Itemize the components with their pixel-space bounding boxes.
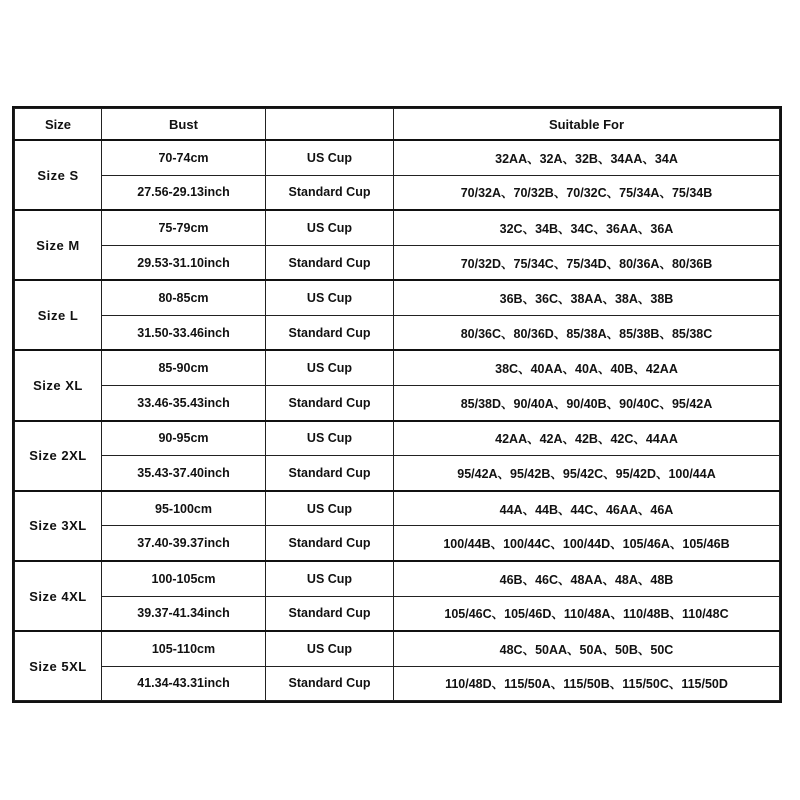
bust-inch-cell: 27.56-29.13inch	[102, 175, 266, 210]
standard-cup-label: Standard Cup	[266, 666, 394, 700]
size-cell: Size 3XL	[15, 491, 102, 561]
bust-inch-cell: 41.34-43.31inch	[102, 666, 266, 700]
us-cup-label: US Cup	[266, 140, 394, 175]
us-cup-label: US Cup	[266, 280, 394, 315]
size-cell: Size 5XL	[15, 631, 102, 700]
us-cup-label: US Cup	[266, 491, 394, 526]
us-cup-label: US Cup	[266, 350, 394, 385]
size-cell: Size 4XL	[15, 561, 102, 631]
bust-cm-cell: 80-85cm	[102, 280, 266, 315]
table-row	[15, 175, 780, 210]
bust-cm-cell: 100-105cm	[102, 561, 266, 596]
size-table	[14, 108, 780, 701]
table-row	[15, 561, 780, 596]
table-row	[15, 350, 780, 385]
table-row	[15, 456, 780, 491]
table-row	[15, 140, 780, 175]
us-cup-sizes: 44A、44B、44C、46AA、46A	[394, 491, 780, 526]
standard-cup-sizes: 110/48D、115/50A、115/50B、115/50C、115/50D	[394, 666, 780, 700]
table-row	[15, 596, 780, 631]
standard-cup-sizes: 70/32A、70/32B、70/32C、75/34A、75/34B	[394, 175, 780, 210]
standard-cup-sizes: 85/38D、90/40A、90/40B、90/40C、95/42A	[394, 386, 780, 421]
table-row	[15, 631, 780, 666]
size-cell: Size M	[15, 210, 102, 280]
table-row	[15, 421, 780, 456]
standard-cup-sizes: 80/36C、80/36D、85/38A、85/38B、85/38C	[394, 315, 780, 350]
standard-cup-label: Standard Cup	[266, 175, 394, 210]
table-row	[15, 280, 780, 315]
bust-cm-cell: 75-79cm	[102, 210, 266, 245]
bust-cm-cell: 105-110cm	[102, 631, 266, 666]
table-row	[15, 526, 780, 561]
header-bust: Bust	[102, 109, 266, 141]
table-row	[15, 210, 780, 245]
table-row	[15, 315, 780, 350]
table-row	[15, 491, 780, 526]
bust-inch-cell: 31.50-33.46inch	[102, 315, 266, 350]
standard-cup-label: Standard Cup	[266, 386, 394, 421]
header-cup-type	[266, 109, 394, 141]
standard-cup-label: Standard Cup	[266, 456, 394, 491]
table-row	[15, 386, 780, 421]
bust-inch-cell: 29.53-31.10inch	[102, 245, 266, 280]
bust-cm-cell: 70-74cm	[102, 140, 266, 175]
standard-cup-sizes: 100/44B、100/44C、100/44D、105/46A、105/46B	[394, 526, 780, 561]
us-cup-sizes: 32AA、32A、32B、34AA、34A	[394, 140, 780, 175]
us-cup-sizes: 46B、46C、48AA、48A、48B	[394, 561, 780, 596]
us-cup-label: US Cup	[266, 561, 394, 596]
bust-cm-cell: 95-100cm	[102, 491, 266, 526]
us-cup-sizes: 36B、36C、38AA、38A、38B	[394, 280, 780, 315]
standard-cup-sizes: 105/46C、105/46D、110/48A、110/48B、110/48C	[394, 596, 780, 631]
bust-inch-cell: 33.46-35.43inch	[102, 386, 266, 421]
table-row	[15, 245, 780, 280]
standard-cup-label: Standard Cup	[266, 526, 394, 561]
us-cup-label: US Cup	[266, 421, 394, 456]
us-cup-sizes: 48C、50AA、50A、50B、50C	[394, 631, 780, 666]
standard-cup-label: Standard Cup	[266, 245, 394, 280]
bust-inch-cell: 35.43-37.40inch	[102, 456, 266, 491]
size-chart	[12, 106, 782, 703]
header-size: Size	[15, 109, 102, 141]
standard-cup-sizes: 95/42A、95/42B、95/42C、95/42D、100/44A	[394, 456, 780, 491]
bust-cm-cell: 85-90cm	[102, 350, 266, 385]
size-cell: Size S	[15, 140, 102, 210]
us-cup-sizes: 32C、34B、34C、36AA、36A	[394, 210, 780, 245]
us-cup-label: US Cup	[266, 210, 394, 245]
size-cell: Size 2XL	[15, 421, 102, 491]
size-cell: Size XL	[15, 350, 102, 420]
table-row	[15, 666, 780, 700]
us-cup-label: US Cup	[266, 631, 394, 666]
bust-inch-cell: 37.40-39.37inch	[102, 526, 266, 561]
bust-inch-cell: 39.37-41.34inch	[102, 596, 266, 631]
standard-cup-label: Standard Cup	[266, 315, 394, 350]
size-cell: Size L	[15, 280, 102, 350]
bust-cm-cell: 90-95cm	[102, 421, 266, 456]
standard-cup-label: Standard Cup	[266, 596, 394, 631]
header-row	[15, 109, 780, 141]
us-cup-sizes: 38C、40AA、40A、40B、42AA	[394, 350, 780, 385]
us-cup-sizes: 42AA、42A、42B、42C、44AA	[394, 421, 780, 456]
header-suitable-for: Suitable For	[394, 109, 780, 141]
standard-cup-sizes: 70/32D、75/34C、75/34D、80/36A、80/36B	[394, 245, 780, 280]
